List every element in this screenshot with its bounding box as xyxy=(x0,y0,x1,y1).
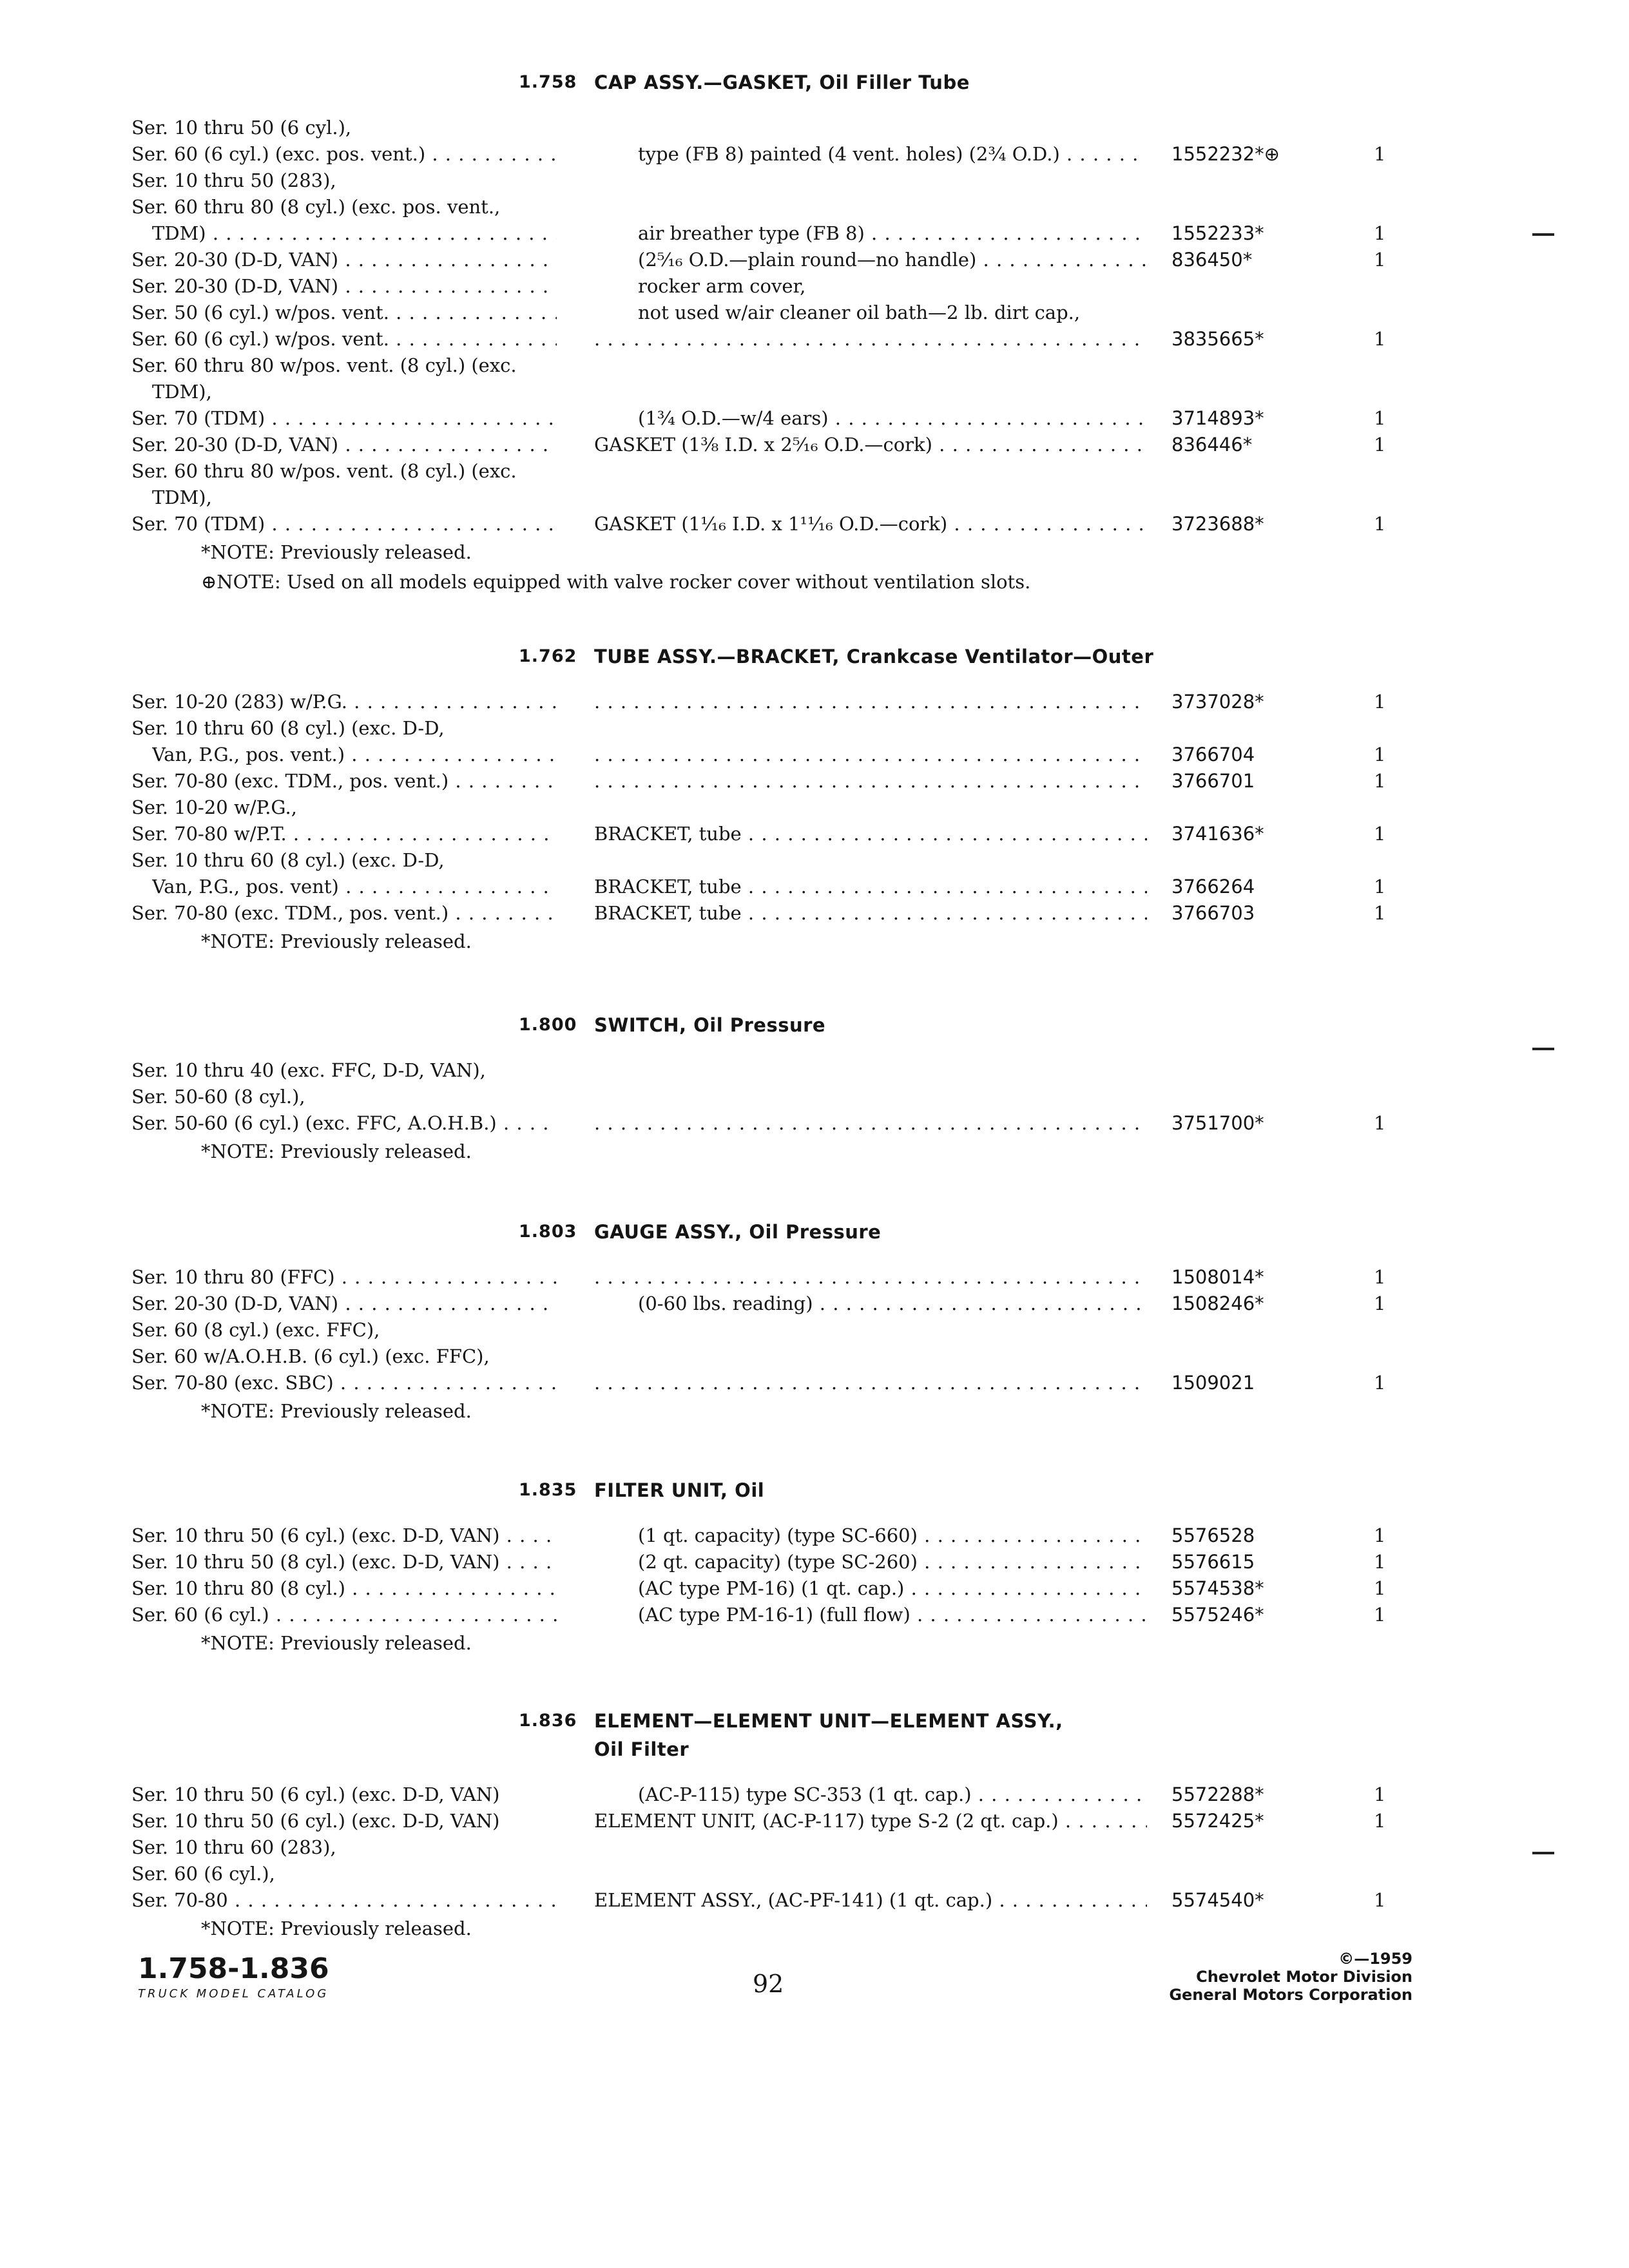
quantity: 1 xyxy=(1374,823,1386,845)
table-row xyxy=(0,432,1629,458)
parts-table xyxy=(0,1523,1629,1628)
section-header xyxy=(0,1222,1629,1251)
usage-cell: Ser. 60 w/A.O.H.B. (6 cyl.) (exc. FFC), xyxy=(131,1345,490,1367)
quantity: 1 xyxy=(1374,1604,1386,1626)
usage-cell: Ser. 60 thru 80 (8 cyl.) (exc. pos. vent., xyxy=(131,196,501,218)
quantity: 1 xyxy=(1374,1577,1386,1599)
usage-cell: Ser. 60 (8 cyl.) (exc. FFC), xyxy=(131,1319,380,1341)
usage-cell: Ser. 10 thru 50 (6 cyl.) (exc. D-D, VAN) xyxy=(131,1783,500,1805)
usage-cell: Ser. 60 (6 cyl.) . . . xyxy=(131,1602,557,1628)
description-cell: type (FB 8) painted (4 vent. holes) (2¾ O.D.) . . . xyxy=(638,141,1147,168)
usage-cell: Ser. 60 (6 cyl.), xyxy=(131,1863,275,1885)
part-number: 3714893* xyxy=(1171,407,1264,429)
table-row xyxy=(0,194,1629,220)
usage-cell: Ser. 60 (6 cyl.) (exc. pos. vent.) . . . xyxy=(131,141,557,168)
division-name: Chevrolet Motor Division xyxy=(1196,1968,1412,1986)
section-title-line: CAP ASSY.—GASKET, Oil Filler Tube xyxy=(594,72,970,93)
table-row xyxy=(0,715,1629,742)
part-number: 3766264 xyxy=(1171,876,1255,898)
description-cell: BRACKET, tube . . . xyxy=(594,874,1147,900)
usage-cell: Ser. 70-80 (exc. SBC) . . . xyxy=(131,1370,557,1396)
section-header xyxy=(0,1711,1629,1769)
table-row xyxy=(0,874,1629,900)
quantity: 1 xyxy=(1374,770,1386,792)
part-number: 836450* xyxy=(1171,249,1253,271)
description-cell xyxy=(594,1264,1147,1291)
section-title-line: TUBE ASSY.—BRACKET, Crankcase Ventilator—Outer xyxy=(594,646,1154,668)
copyright: ©—1959 xyxy=(1338,1950,1412,1968)
footer-publisher xyxy=(1169,1950,1412,2004)
section-header xyxy=(0,1015,1629,1044)
section-title xyxy=(594,68,970,97)
quantity: 1 xyxy=(1374,1783,1386,1805)
page-range: 1.758-1.836 xyxy=(138,1952,329,1985)
usage-cell: Ser. 20-30 (D-D, VAN) . . . xyxy=(131,247,557,273)
part-number: 5576615 xyxy=(1171,1551,1255,1573)
usage-cell: Van, P.G., pos. vent.) . . . xyxy=(152,742,557,768)
footer-left xyxy=(138,1952,329,2001)
table-row xyxy=(0,900,1629,927)
table-row xyxy=(0,458,1629,485)
usage-cell: Ser. 10 thru 50 (6 cyl.) (exc. D-D, VAN) xyxy=(131,1810,500,1832)
section-title-line-2: Oil Filter xyxy=(594,1738,689,1760)
part-number: 5572425* xyxy=(1171,1810,1264,1832)
table-row xyxy=(0,1317,1629,1343)
part-number: 3751700* xyxy=(1171,1112,1264,1134)
quantity: 1 xyxy=(1374,1372,1386,1394)
table-row xyxy=(0,821,1629,847)
section-title-line: ELEMENT—ELEMENT UNIT—ELEMENT ASSY., xyxy=(594,1710,1063,1732)
table-row xyxy=(0,1291,1629,1317)
part-number: 1508014* xyxy=(1171,1266,1264,1288)
description-cell xyxy=(594,689,1147,715)
table-row xyxy=(0,1808,1629,1834)
section-title xyxy=(594,1707,1063,1763)
quantity: 1 xyxy=(1374,328,1386,350)
description-cell: ELEMENT ASSY., (AC-PF-141) (1 qt. cap.) . . . xyxy=(594,1887,1147,1914)
part-number: 3737028* xyxy=(1171,691,1264,713)
part-number: 3741636* xyxy=(1171,823,1264,845)
section-note: *NOTE: Previously released. xyxy=(201,541,472,563)
section-title xyxy=(594,1218,881,1246)
section-note: *NOTE: Previously released. xyxy=(201,930,472,952)
quantity: 1 xyxy=(1374,744,1386,765)
table-row xyxy=(0,1575,1629,1602)
table-row xyxy=(0,1057,1629,1084)
table-row xyxy=(0,1264,1629,1291)
table-row xyxy=(0,220,1629,247)
parts-table xyxy=(0,689,1629,927)
page-number: 92 xyxy=(753,1970,784,1998)
table-row xyxy=(0,847,1629,874)
description-cell xyxy=(594,1110,1147,1137)
description-cell: not used w/air cleaner oil bath—2 lb. dirt cap., xyxy=(638,302,1081,323)
quantity: 1 xyxy=(1374,249,1386,271)
usage-cell: Ser. 20-30 (D-D, VAN) . . . xyxy=(131,273,557,300)
description-cell: rocker arm cover, xyxy=(638,275,806,297)
part-number: 3766703 xyxy=(1171,902,1255,924)
part-number: 5572288* xyxy=(1171,1783,1264,1805)
description-cell: air breather type (FB 8) . . . xyxy=(638,220,1147,247)
usage-cell: Ser. 10 thru 60 (283), xyxy=(131,1836,336,1858)
part-number: 1509021 xyxy=(1171,1372,1255,1394)
section-note: *NOTE: Previously released. xyxy=(201,1917,472,1939)
usage-cell: Ser. 70 (TDM) . . . xyxy=(131,405,557,432)
section-1-836 xyxy=(0,1711,1629,1943)
description-cell: (1 qt. capacity) (type SC-660) . . . xyxy=(638,1523,1147,1549)
table-row xyxy=(0,794,1629,821)
section-number: 1.762 xyxy=(519,646,577,666)
part-number: 3835665* xyxy=(1171,328,1264,350)
description-cell: (AC type PM-16-1) (full flow) . . . xyxy=(638,1602,1147,1628)
quantity: 1 xyxy=(1374,876,1386,898)
part-number: 5575246* xyxy=(1171,1604,1264,1626)
part-number: 836446* xyxy=(1171,434,1253,456)
margin-mark xyxy=(1532,1852,1554,1854)
usage-cell: Ser. 10 thru 50 (283), xyxy=(131,169,336,191)
part-number: 1508246* xyxy=(1171,1293,1264,1314)
usage-cell: Ser. 10 thru 60 (8 cyl.) (exc. D-D, xyxy=(131,849,445,871)
usage-cell: Ser. 10 thru 80 (8 cyl.) . . . xyxy=(131,1575,557,1602)
description-cell xyxy=(594,326,1147,352)
table-row xyxy=(0,405,1629,432)
table-row xyxy=(0,1834,1629,1861)
table-row xyxy=(0,689,1629,715)
section-title-line: SWITCH, Oil Pressure xyxy=(594,1014,826,1036)
usage-cell: TDM), xyxy=(152,381,212,403)
usage-cell: Ser. 50-60 (6 cyl.) (exc. FFC, A.O.H.B.) . . . xyxy=(131,1110,557,1137)
usage-cell: Ser. 10 thru 60 (8 cyl.) (exc. D-D, xyxy=(131,717,445,739)
quantity: 1 xyxy=(1374,1889,1386,1911)
usage-cell: Ser. 70-80 (exc. TDM., pos. vent.) . . . xyxy=(131,768,557,794)
description-cell: (AC-P-115) type SC-353 (1 qt. cap.) . . . xyxy=(638,1782,1147,1808)
table-row xyxy=(0,485,1629,511)
table-row xyxy=(0,247,1629,273)
section-note: *NOTE: Previously released. xyxy=(201,1400,472,1422)
table-row xyxy=(0,326,1629,352)
section-title-line: GAUGE ASSY., Oil Pressure xyxy=(594,1221,882,1243)
section-number: 1.803 xyxy=(519,1222,577,1242)
section-number: 1.835 xyxy=(519,1480,577,1500)
table-row xyxy=(0,1861,1629,1887)
description-cell xyxy=(594,742,1147,768)
corporation-name: General Motors Corporation xyxy=(1169,1986,1412,2004)
table-row xyxy=(0,768,1629,794)
quantity: 1 xyxy=(1374,407,1386,429)
description-cell: (0-60 lbs. reading) . . . xyxy=(638,1291,1147,1317)
description-cell: (2⁵⁄₁₆ O.D.—plain round—no handle) . . . xyxy=(638,247,1147,273)
section-note: ⊕NOTE: Used on all models equipped with valve rocker cover without ventilation slots. xyxy=(201,571,1031,593)
usage-cell: Ser. 50 (6 cyl.) w/pos. vent. . . . xyxy=(131,300,557,326)
usage-cell: Ser. 10 thru 50 (8 cyl.) (exc. D-D, VAN) . . . xyxy=(131,1549,557,1575)
table-row xyxy=(0,1782,1629,1808)
table-row xyxy=(0,273,1629,300)
quantity: 1 xyxy=(1374,902,1386,924)
quantity: 1 xyxy=(1374,1810,1386,1832)
quantity: 1 xyxy=(1374,1112,1386,1134)
usage-cell: Ser. 10-20 (283) w/P.G. . . . xyxy=(131,689,557,715)
usage-cell: Ser. 10 thru 50 (6 cyl.), xyxy=(131,117,352,139)
quantity: 1 xyxy=(1374,222,1386,244)
quantity: 1 xyxy=(1374,434,1386,456)
section-1-758 xyxy=(0,72,1629,597)
usage-cell: Ser. 60 (6 cyl.) w/pos. vent. . . . xyxy=(131,326,557,352)
part-number: 5576528 xyxy=(1171,1524,1255,1546)
part-number: 1552232*⊕ xyxy=(1171,143,1280,165)
description-cell: GASKET (1¹⁄₁₆ I.D. x 1¹¹⁄₁₆ O.D.—cork) . . . xyxy=(594,511,1147,537)
part-number: 1552233* xyxy=(1171,222,1264,244)
description-cell xyxy=(594,768,1147,794)
section-title xyxy=(594,642,1153,671)
usage-cell: Ser. 10 thru 40 (exc. FFC, D-D, VAN), xyxy=(131,1059,486,1081)
section-note: *NOTE: Previously released. xyxy=(201,1632,472,1654)
description-cell: ELEMENT UNIT, (AC-P-117) type S-2 (2 qt. cap.) . . . xyxy=(594,1808,1147,1834)
table-row xyxy=(0,379,1629,405)
table-row xyxy=(0,1084,1629,1110)
section-number: 1.836 xyxy=(519,1711,577,1731)
table-row xyxy=(0,1370,1629,1396)
section-1-803 xyxy=(0,1222,1629,1426)
description-cell xyxy=(594,1370,1147,1396)
section-title xyxy=(594,1011,825,1039)
table-row xyxy=(0,1110,1629,1137)
usage-cell: Ser. 70-80 . . . xyxy=(131,1887,557,1914)
table-row xyxy=(0,141,1629,168)
part-number: 5574538* xyxy=(1171,1577,1264,1599)
table-row xyxy=(0,511,1629,537)
margin-mark xyxy=(1532,233,1554,236)
description-cell: (1¾ O.D.—w/4 ears) . . . xyxy=(638,405,1147,432)
usage-cell: Ser. 10 thru 80 (FFC) . . . xyxy=(131,1264,557,1291)
table-row xyxy=(0,168,1629,194)
table-row xyxy=(0,1887,1629,1914)
usage-cell: Van, P.G., pos. vent) . . . xyxy=(152,874,557,900)
section-title xyxy=(594,1476,764,1504)
parts-table xyxy=(0,1782,1629,1914)
quantity: 1 xyxy=(1374,1293,1386,1314)
section-number: 1.800 xyxy=(519,1015,577,1035)
part-number: 3766704 xyxy=(1171,744,1255,765)
usage-cell: Ser. 70-80 (exc. TDM., pos. vent.) . . . xyxy=(131,900,557,927)
table-row xyxy=(0,1602,1629,1628)
margin-mark xyxy=(1532,1048,1554,1050)
table-row xyxy=(0,742,1629,768)
section-header xyxy=(0,72,1629,102)
table-row xyxy=(0,115,1629,141)
quantity: 1 xyxy=(1374,143,1386,165)
section-1-762 xyxy=(0,646,1629,956)
description-cell: GASKET (1⅜ I.D. x 2⁵⁄₁₆ O.D.—cork) . . . xyxy=(594,432,1147,458)
table-row xyxy=(0,1523,1629,1549)
usage-cell: Ser. 20-30 (D-D, VAN) . . . xyxy=(131,1291,557,1317)
section-header xyxy=(0,1480,1629,1510)
description-cell: BRACKET, tube . . . xyxy=(594,821,1147,847)
usage-cell: Ser. 70 (TDM) . . . xyxy=(131,511,557,537)
description-cell: BRACKET, tube . . . xyxy=(594,900,1147,927)
table-row xyxy=(0,300,1629,326)
parts-table xyxy=(0,1057,1629,1137)
usage-cell: Ser. 60 thru 80 w/pos. vent. (8 cyl.) (exc. xyxy=(131,354,517,376)
part-number: 3723688* xyxy=(1171,513,1264,535)
description-cell: (AC type PM-16) (1 qt. cap.) . . . xyxy=(638,1575,1147,1602)
parts-table xyxy=(0,1264,1629,1396)
quantity: 1 xyxy=(1374,691,1386,713)
usage-cell: Ser. 20-30 (D-D, VAN) . . . xyxy=(131,432,557,458)
table-row xyxy=(0,352,1629,379)
section-1-835 xyxy=(0,1480,1629,1658)
quantity: 1 xyxy=(1374,1551,1386,1573)
usage-cell: Ser. 10 thru 50 (6 cyl.) (exc. D-D, VAN) . . . xyxy=(131,1523,557,1549)
table-row xyxy=(0,1343,1629,1370)
catalog-name: TRUCK MODEL CATALOG xyxy=(138,1987,329,2001)
usage-cell: TDM) . . . xyxy=(152,220,557,247)
description-cell: (2 qt. capacity) (type SC-260) . . . xyxy=(638,1549,1147,1575)
section-title-line: FILTER UNIT, Oil xyxy=(594,1479,765,1501)
quantity: 1 xyxy=(1374,1524,1386,1546)
parts-table xyxy=(0,115,1629,537)
table-row xyxy=(0,1549,1629,1575)
section-note: *NOTE: Previously released. xyxy=(201,1140,472,1162)
usage-cell: Ser. 70-80 w/P.T. . . . xyxy=(131,821,557,847)
usage-cell: Ser. 50-60 (8 cyl.), xyxy=(131,1086,305,1108)
usage-cell: Ser. 60 thru 80 w/pos. vent. (8 cyl.) (exc. xyxy=(131,460,517,482)
section-header xyxy=(0,646,1629,676)
usage-cell: TDM), xyxy=(152,486,212,508)
part-number: 3766701 xyxy=(1171,770,1255,792)
section-number: 1.758 xyxy=(519,72,577,92)
quantity: 1 xyxy=(1374,1266,1386,1288)
section-1-800 xyxy=(0,1015,1629,1166)
part-number: 5574540* xyxy=(1171,1889,1264,1911)
usage-cell: Ser. 10-20 w/P.G., xyxy=(131,796,297,818)
quantity: 1 xyxy=(1374,513,1386,535)
